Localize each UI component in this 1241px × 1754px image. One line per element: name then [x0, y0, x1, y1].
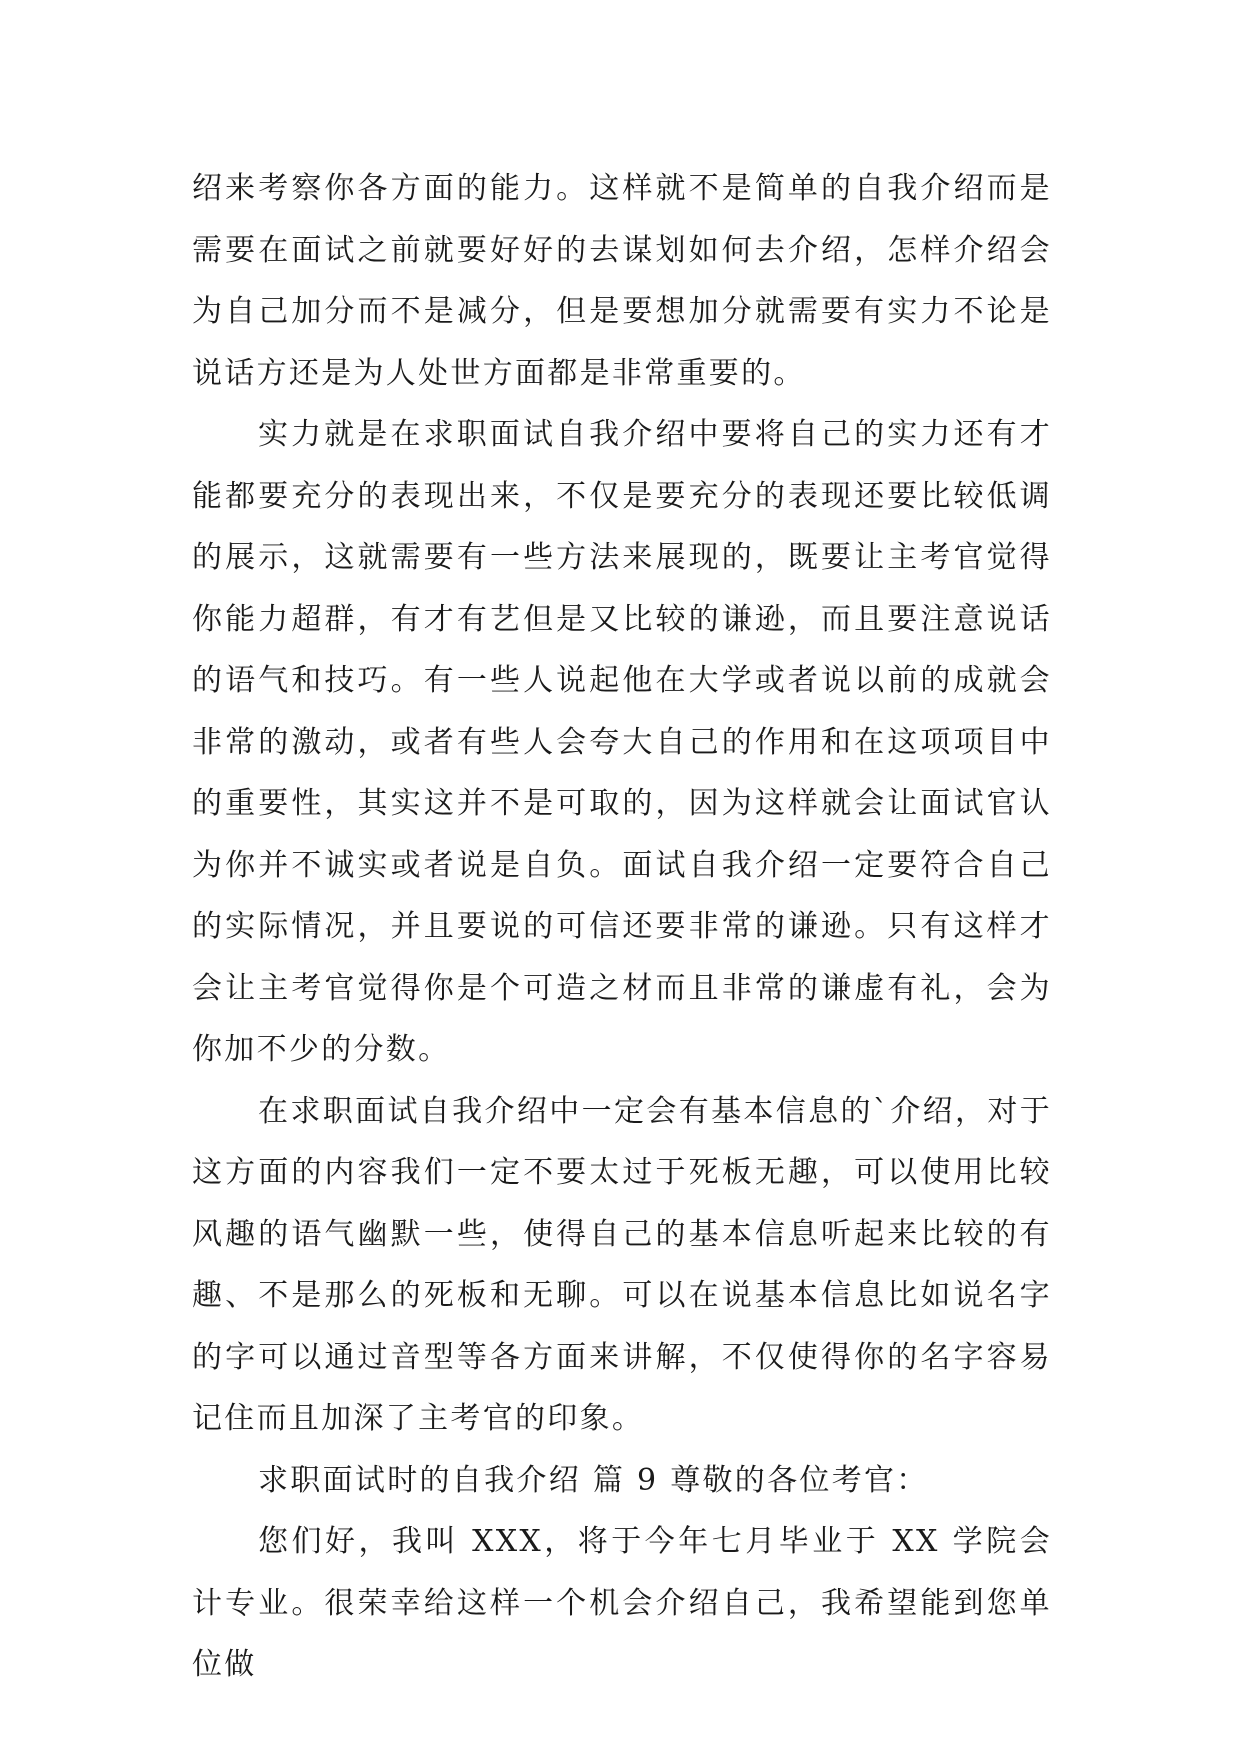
paragraph-3: 在求职面试自我介绍中一定会有基本信息的`介绍，对于这方面的内容我们一定不要太过于死板无趣，可以使用比较风趣的语气幽默一些，使得自己的基本信息听起来比较的有趣、不是那么的死板和无聊。可以在说基本信息比如说名字的字可以通过音型等各方面来讲解，不仅使得你的名字容易记住而且加深了主考官的印象。 — [192, 1093, 1052, 1436]
document-body — [192, 158, 1052, 1696]
paragraph-5: 您们好，我叫 XXX，将于今年七月毕业于 XX 学院会计专业。很荣幸给这样一个机会介绍自己，我希望能到您单位做 — [192, 1524, 1052, 1682]
section-heading-paragraph: 求职面试时的自我介绍 篇 9 尊敬的各位考官： — [258, 1462, 929, 1498]
paragraph-2: 实力就是在求职面试自我介绍中要将自己的实力还有才能都要充分的表现出来，不仅是要充分的表现还要比较低调的展示，这就需要有一些方法来展现的，既要让主考官觉得你能力超群，有才有艺但是又比较的谦逊，而且要注意说话的语气和技巧。有一些人说起他在大学或者说以前的成就会非常的激动，或者有些人会夸大自己的作用和在这项项目中的重要性，其实这并不是可取的，因为这样就会让面试官认为你并不诚实或者说是自负。面试自我介绍一定要符合自己的实际情况，并且要说的可信还要非常的谦逊。只有这样才会让主考官觉得你是个可造之材而且非常的谦虚有礼，会为你加不少的分数。 — [192, 417, 1052, 1067]
paragraph-1: 绍来考察你各方面的能力。这样就不是简单的自我介绍而是需要在面试之前就要好好的去谋划如何去介绍，怎样介绍会为自己加分而不是减分，但是要想加分就需要有实力不论是说话方还是为人处世方面都是非常重要的。 — [192, 171, 1052, 391]
